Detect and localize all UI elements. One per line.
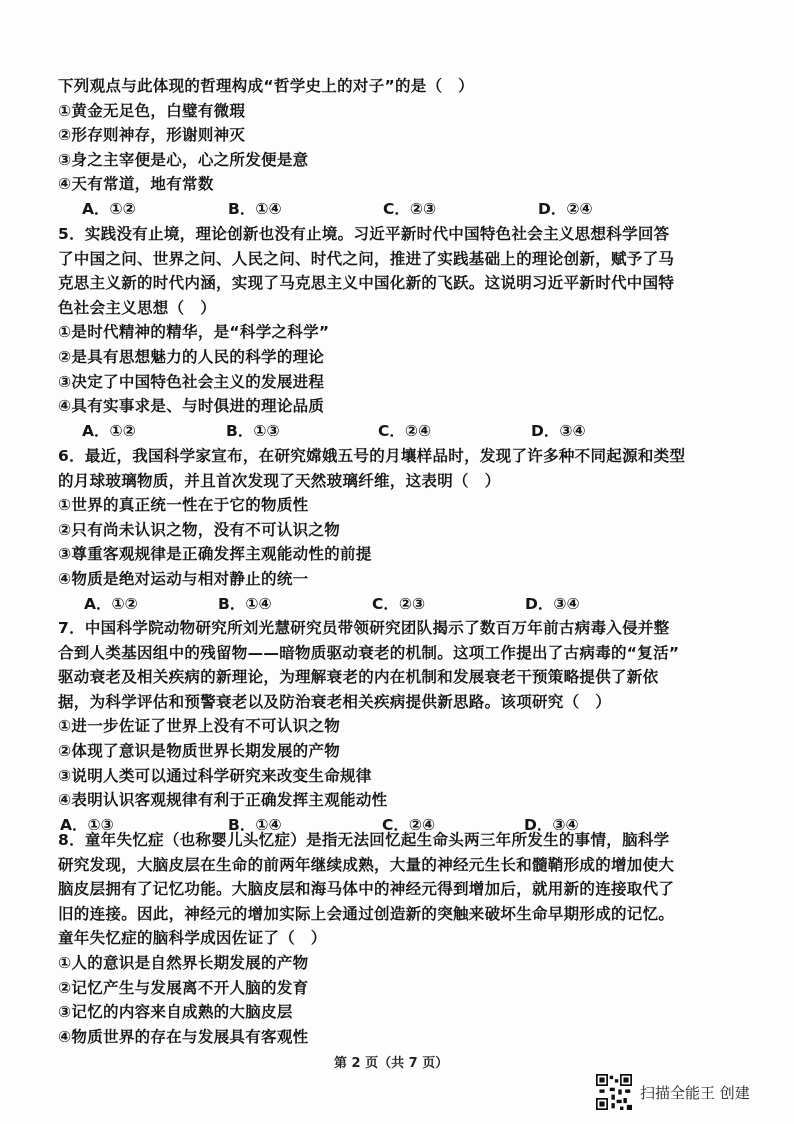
question-8-item-4: ④物质世界的存在与发展具有客观性 [58, 1027, 309, 1046]
question-7-stem-line: 7．中国科学院动物研究所刘光慧研究员带领研究团队揭示了数百万年前古病毒入侵并整 [58, 619, 670, 637]
question-8-item-3: ③记忆的内容来自成熟的大脑皮层 [58, 1003, 293, 1022]
question-4-item-3: ③身之主宰便是心，心之所发便是意 [58, 150, 309, 169]
option-d: D．③④ [524, 815, 579, 834]
question-6-stem-line: 6．最近，我国科学家宣布，在研究嫦娥五号的月壤样品时，发现了许多种不同起源和类型 [58, 447, 686, 465]
option-a: A．①③ [60, 815, 114, 834]
option-d: D．③④ [525, 594, 580, 613]
question-5-item-1: ①是时代精神的精华，是“科学之科学” [58, 323, 330, 342]
question-8-item-2: ②记忆产生与发展离不开人脑的发育 [58, 978, 309, 997]
question-6-item-4: ④物质是绝对运动与相对静止的统一 [58, 569, 309, 588]
question-7-item-1: ①进一步佐证了世界上没有不可认识之物 [58, 717, 341, 736]
page-number-footer: 第 2 页（共 7 页） [230, 1056, 449, 1071]
question-5-stem-line: 了中国之问、世界之问、人民之问、时代之问，推进了实践基础上的理论创新，赋予了马 [58, 249, 675, 268]
question-4 [58, 74, 758, 222]
question-6-options [58, 592, 758, 617]
question-5-item-3: ③决定了中国特色社会主义的发展进程 [58, 372, 325, 391]
question-4-item-1: ①黄金无足色，白璧有微瑕 [58, 101, 246, 120]
question-7-stem-line: 据，为科学评估和预警衰老以及防治衰老相关疾病提供新思路。该项研究（ ） [58, 692, 612, 711]
option-c: C．②④ [382, 815, 436, 834]
option-c: C．②③ [372, 594, 426, 613]
option-c: C．②④ [378, 421, 432, 440]
question-8-stem-line: 研究发现，大脑皮层在生命的前两年继续成熟，大量的神经元生长和髓鞘形成的增加使大 [58, 855, 675, 874]
question-4-item-2: ②形存则神存，形谢则神灭 [58, 126, 246, 145]
question-5-options [58, 419, 758, 444]
option-c: C．②③ [383, 199, 437, 218]
option-d: D．②④ [538, 199, 593, 218]
question-4-item-4: ④天有常道，地有常数 [58, 175, 214, 194]
option-d: D．③④ [531, 421, 586, 440]
question-7-stem-line: 合到人类基因组中的残留物——暗物质驱动衰老的机制。这项工作提出了古病毒的“复活” [58, 643, 680, 662]
question-7-item-2: ②体现了意识是物质世界长期发展的产物 [58, 741, 341, 760]
question-6-item-3: ③尊重客观规律是正确发挥主观能动性的前提 [58, 545, 372, 564]
scanner-app-label: 扫描全能王 创建 [640, 1084, 750, 1102]
option-b: B．①④ [228, 815, 282, 834]
option-a: A．①② [84, 594, 138, 613]
question-7-stem-line: 驱动衰老及相关疾病的新理论，为理解衰老的内在机制和发展衰老干预策略提供了新依 [58, 668, 659, 687]
option-b: B．①③ [226, 421, 280, 440]
qr-code-icon [596, 1074, 632, 1110]
question-8-item-1: ①人的意识是自然界长期发展的产物 [58, 953, 309, 972]
question-6-stem-line: 的月球玻璃物质，并且首次发现了天然玻璃纤维，这表明（ ） [58, 471, 501, 490]
question-5-item-4: ④具有实事求是、与时俱进的理论品质 [58, 397, 325, 416]
question-5 [58, 222, 758, 443]
question-6 [58, 444, 758, 616]
question-8-stem-line: 童年失忆症的脑科学成因佐证了（ ） [58, 929, 327, 948]
question-5-stem-line: 克思主义新的时代内涵，实现了马克思主义中国化新的飞跃。这说明习近平新时代中国特 [58, 274, 675, 293]
option-b: B．①④ [228, 199, 282, 218]
question-4-options [58, 197, 758, 222]
question-5-stem-line: 5．实践没有止境，理论创新也没有止境。习近平新时代中国特色社会主义思想科学回答 [58, 225, 670, 243]
question-7-item-3: ③说明人类可以通过科学研究来改变生命规律 [58, 766, 372, 785]
option-a: A．①② [82, 421, 136, 440]
question-4-stem: 下列观点与此体现的哲理构成“哲学史上的对子”的是（ ） [58, 77, 474, 95]
question-8 [58, 828, 758, 1049]
option-b: B．①④ [218, 594, 272, 613]
question-8-stem-line: 旧的连接。因此，神经元的增加实际上会通过创造新的突触来破坏生命早期形成的记忆。 [58, 904, 675, 923]
question-5-stem-line: 色社会主义思想（ ） [58, 298, 217, 317]
question-7-item-4: ④表明认识客观规律有利于正确发挥主观能动性 [58, 791, 388, 810]
option-a: A．①② [82, 199, 136, 218]
question-6-item-2: ②只有尚未认识之物，没有不可认识之物 [58, 520, 341, 539]
question-5-item-2: ②是具有思想魅力的人民的科学的理论 [58, 347, 325, 366]
question-8-stem-line: 8．童年失忆症（也称婴儿头忆症）是指无法回忆起生命头两三年所发生的事情，脑科学 [58, 831, 670, 849]
question-7 [58, 616, 758, 837]
question-6-item-1: ①世界的真正统一性在于它的物质性 [58, 496, 309, 515]
question-8-stem-line: 脑皮层拥有了记忆功能。大脑皮层和海马体中的神经元得到增加后，就用新的连接取代了 [58, 880, 675, 899]
